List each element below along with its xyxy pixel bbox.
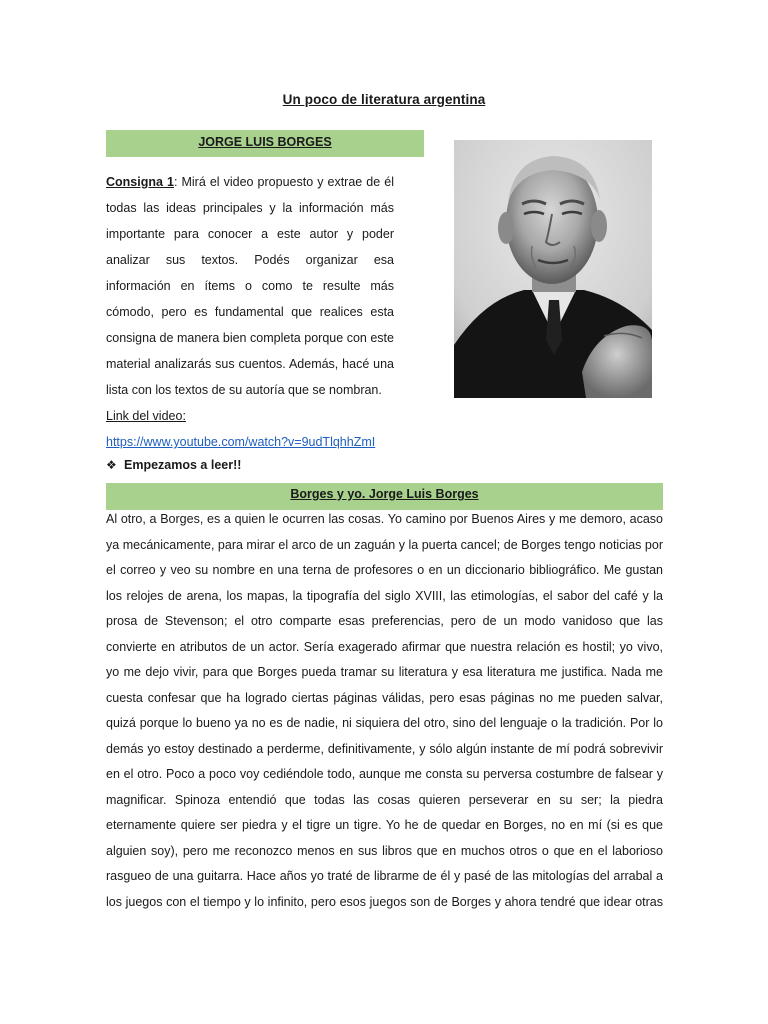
story-line: los relojes de arena, los mapas, la tipografía del siglo XVIII, las etimologías, el sabor del café y la: [106, 588, 663, 603]
consigna-block: [106, 169, 394, 455]
story-line: los juegos con el tiempo y lo infinito, pero esos juegos son de Borges y ahora tendré que idear otras: [106, 894, 663, 909]
consigna-text: : Mirá el video propuesto y extrae de él todas las ideas principales y la información más importante para conocer a este autor y poder analizar sus textos. Podés organizar esa información en ítems o como te resulte más cómodo, pero es fundamental que realices esta consigna de manera bien completa porque con este material analizarás sus cuentos. Además, hacé una lista con los textos de su autoría que se nombran.: [106, 175, 394, 397]
consigna-paragraph: [106, 169, 394, 403]
author-portrait-photo: [454, 140, 652, 398]
story-line: cuesta confesar que ha logrado ciertas páginas válidas, pero esas páginas no me pueden salvar,: [106, 690, 663, 705]
story-line: eternamente quiere ser piedra y el tigre un tigre. Yo he de quedar en Borges, no en mí (si es que: [106, 818, 663, 832]
reading-intro: [106, 458, 241, 472]
document-title: Un poco de literatura argentina: [282, 92, 486, 107]
story-line: alguien soy), pero me reconozco menos en sus libros que en muchos otros o que en el laborioso: [106, 843, 663, 858]
video-label: Link del video:: [106, 409, 186, 423]
story-line: convierte en atributos de un actor. Sería exagerado afirmar que nuestra relación es hostil; yo vivo,: [106, 639, 663, 654]
story-line: Al otro, a Borges, es a quien le ocurren las cosas. Yo camino por Buenos Aires y me demoro, acaso: [106, 512, 663, 526]
story-line: rasgueo de una guitarra. Hace años yo traté de librarme de él y pasé de las mitologías del arrabal a: [106, 869, 663, 883]
story-line: quizá porque lo bueno ya no es de nadie, ni siquiera del otro, sino del lenguaje o la tradición. Por lo: [106, 716, 663, 730]
story-line: ya mecánicamente, para mirar el arco de un zaguán y la puerta cancel; de Borges tengo noticias por: [106, 537, 663, 552]
author-heading: JORGE LUIS BORGES: [106, 130, 424, 157]
story-heading: Borges y yo. Jorge Luis Borges: [106, 483, 663, 510]
consigna-label: Consigna 1: [106, 175, 174, 189]
story-line: yo me dejo vivir, para que Borges pueda tramar su literatura y esa literatura me justifica. Nada me: [106, 665, 663, 679]
story-line: en el otro. Poco a poco voy cediéndole todo, aunque me consta su perversa costumbre de falsear y: [106, 767, 663, 781]
video-label-line: [106, 403, 394, 429]
story-line: el correo y veo su nombre en una terna de profesores o en un diccionario bibliográfico. Me gustan: [106, 563, 663, 577]
story-line: demás yo estoy destinado a perderme, definitivamente, y sólo algún instante de mí podrá sobrevivir: [106, 741, 663, 756]
story-line: prosa de Stevenson; el otro comparte esas preferencias, pero de un modo vanidoso que las: [106, 614, 663, 628]
story-text: [106, 507, 663, 915]
reading-intro-text: Empezamos a leer!!: [124, 458, 242, 472]
video-link[interactable]: https://www.youtube.com/watch?v=9udTlqhhZmI: [106, 435, 376, 449]
diamond-bullet-icon: ❖: [106, 458, 117, 472]
story-line: magnificar. Spinoza entendió que todas las cosas quieren perseverar en su ser; la piedra: [106, 792, 663, 807]
portrait-photo-drawing: [454, 140, 652, 398]
